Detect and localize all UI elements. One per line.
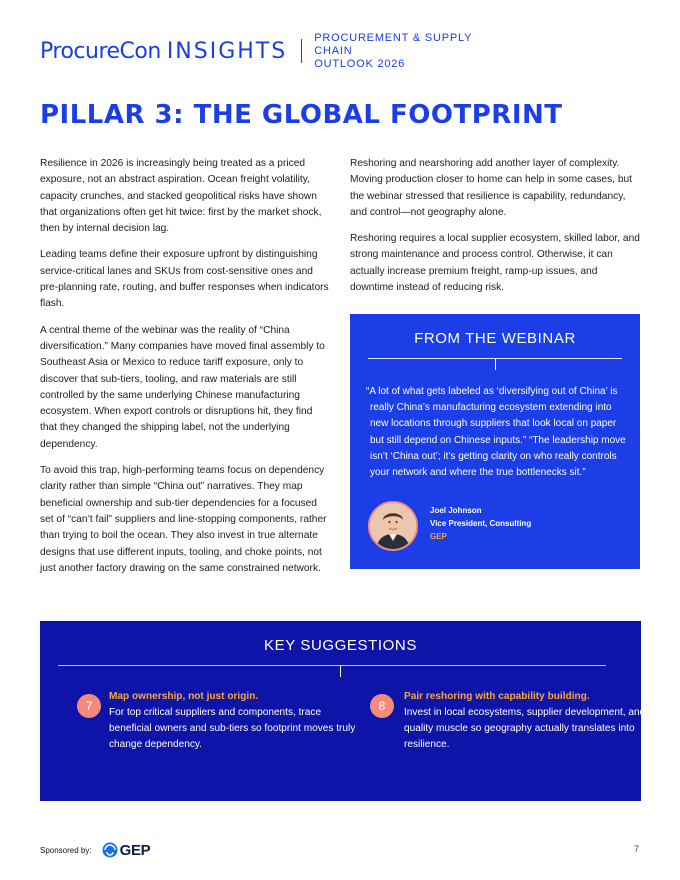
webinar-quote: “A lot of what gets labeled as ‘diversifying out of China’ is really China’s manufacturing ecosystem extending into new locations through suppliers that look local on paper but still depend on Chinese inputs.” “The leadership move isn’t ‘China out’; it’s getting clarity on who really controls your network and where the true bottlenecks sit.” — [366, 386, 626, 479]
body-paragraph: A central theme of the webinar was the reality of “China diversification.” Many companies have moved final assembly to Southeast Asia or Mexico to reduce tariff exposure, only to discover that sub-tiers, tooling, and raw materials are still controlled by the same underlying Chinese manufacturing ecosystem. When export controls or disruptions hit, they find that they changed the shipping label, not the underlying dependency. — [40, 324, 325, 450]
sponsored-by-label: Sponsored by: — [40, 845, 92, 855]
body-paragraph: Leading teams define their exposure upfront by distinguishing service-critical lanes and SKUs from cost-sensitive ones and pre-planning rate, routing, and buffer responses when indicators flash. — [40, 249, 329, 310]
suggestion-heading: Pair reshoring with capability building. — [404, 691, 590, 702]
suggestion-text: Invest in local ecosystems, supplier development, and quality muscle so geography actually translates into resilience. — [404, 707, 646, 750]
body-paragraph: Reshoring requires a local supplier ecosystem, skilled labor, and strong maintenance and process control. Otherwise, it can actually increase premium freight, ramp-up issues, and downtime instead of reducing risk. — [350, 233, 640, 294]
speaker-portrait-icon — [370, 503, 416, 549]
tagline-line-1: PROCUREMENT & SUPPLY CHAIN — [314, 31, 473, 57]
webinar-divider-tick — [495, 358, 496, 370]
procurecon-insights-logo — [40, 39, 287, 64]
tagline-line-2: OUTLOOK 2026 — [314, 57, 406, 70]
key-divider-tick — [340, 665, 341, 677]
speaker-company: GEP — [430, 532, 447, 541]
key-divider — [58, 665, 606, 666]
key-suggestions-panel — [40, 621, 646, 801]
suggestion-heading: Map ownership, not just origin. — [109, 691, 259, 702]
sponsor-name: GEP — [119, 841, 151, 859]
header-divider — [301, 39, 302, 63]
left-column — [40, 156, 330, 587]
page-number: 7 — [634, 844, 640, 854]
logo-sub-text: INSIGHTS — [166, 38, 288, 64]
gep-logo — [102, 842, 151, 859]
body-paragraph: To avoid this trap, high-performing teams focus on dependency clarity rather than simple “China out” narratives. They map beneficial ownership and sub-tier dependencies for a focused set of “can’t fail” suppliers and line-stopping components, rather than trying to boil the ocean. They also invest in true alternate designs that use different inputs, tooling, and choke points, not just another factory drawing on the same constrained network. — [40, 465, 327, 574]
gep-swirl-icon — [102, 842, 118, 858]
suggestion-number-badge: 8 — [370, 694, 394, 718]
body-paragraph: Reshoring and nearshoring add another layer of complexity. Moving production closer to home can help in some cases, but the webinar stressed that resilience is capability, redundancy, and control—not geography alone. — [350, 158, 633, 218]
key-suggestions-title: KEY SUGGESTIONS — [264, 637, 417, 654]
body-paragraph: Resilience in 2026 is increasingly being treated as a priced exposure, not an abstract aspiration. Ocean freight volatility, capacity crunches, and stacked geopolitical risks have shown that organizations often get hit twice: first by the market shock, then by internal decision lag. — [40, 158, 322, 235]
webinar-callout — [350, 314, 640, 569]
suggestion-text: For top critical suppliers and components, trace beneficial owners and sub-tiers so footprint moves truly change dependency. — [109, 707, 356, 750]
page-footer — [40, 841, 150, 859]
page-title: PILLAR 3: THE GLOBAL FOOTPRINT — [40, 100, 563, 130]
webinar-title: FROM THE WEBINAR — [414, 330, 576, 347]
suggestion-number-badge: 7 — [77, 694, 101, 718]
suggestion-item — [404, 689, 654, 753]
report-header — [40, 31, 504, 70]
speaker-name: Joel Johnson — [430, 506, 482, 515]
report-tagline — [314, 32, 504, 71]
logo-main-text: ProcureCon — [40, 38, 161, 64]
right-column — [350, 156, 642, 306]
speaker-role: Vice President, Consulting — [430, 519, 532, 528]
speaker-attribution — [430, 504, 531, 543]
speaker-avatar — [368, 501, 418, 551]
suggestion-item — [109, 689, 359, 753]
